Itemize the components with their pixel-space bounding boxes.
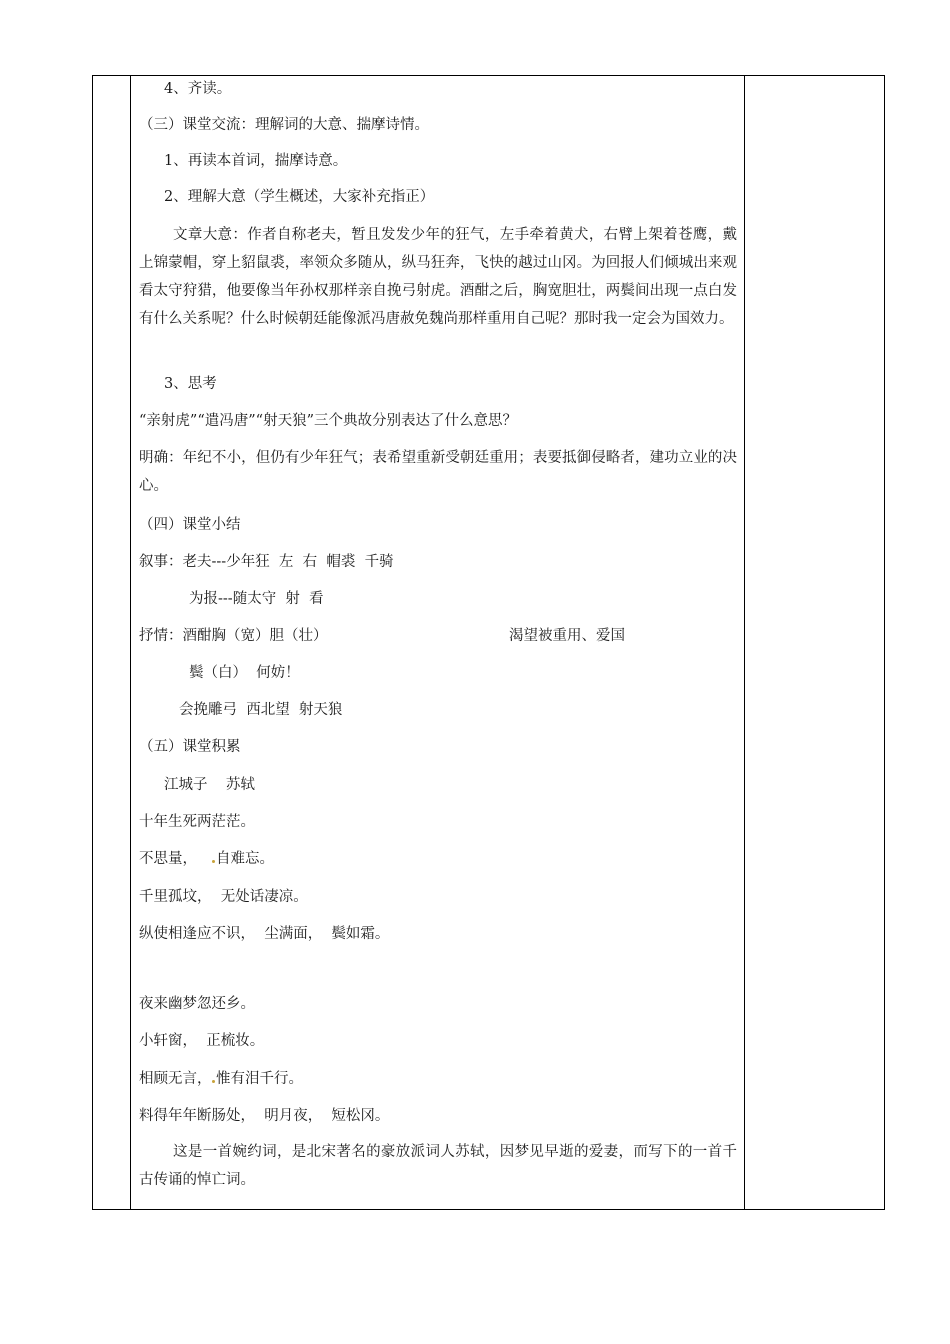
poem-commentary: 这是一首婉约词，是北宋著名的豪放派词人苏轼，因梦见早逝的爱妻，而写下的一首千古传诵的悼亡词。: [139, 1144, 737, 1188]
step-reread: 1、再读本首词，揣摩诗意。: [164, 153, 348, 169]
lesson-table: [92, 75, 885, 1210]
poem-line-8: 料得年年断肠处， 明月夜， 短松冈。: [139, 1108, 390, 1124]
summary-lyrical-3: 会挽雕弓 西北望 射天狼: [179, 702, 343, 718]
answer-paragraph: 明确：年纪不小，但仍有少年狂气；表希望重新受朝廷重用；表要抵御侵略者，建功立业的决心。: [139, 450, 737, 494]
poem-title-author: 江城子 苏轼: [164, 777, 255, 793]
poem-line-5: 夜来幽梦忽还乡。: [139, 996, 255, 1012]
poem-line-3: 千里孤坟， 无处话凄凉。: [139, 889, 308, 905]
summary-lyrical: 抒情：酒酣胸（宽）胆（壮）: [139, 628, 328, 644]
step-read-together: 4、齐读。: [164, 81, 232, 97]
emphasis-dot: [212, 860, 215, 863]
step-understand: 2、理解大意（学生概述，大家补充指正）: [164, 189, 435, 205]
summary-narrative-2: 为报---随太守 射 看: [189, 591, 324, 607]
poem-line-7a: 相顾无言，: [139, 1071, 212, 1087]
section-five-heading: （五）课堂积累: [139, 739, 241, 755]
poem-line-2a: 不思量，: [139, 851, 197, 867]
question-allusions: “亲射虎”“遣冯唐”“射天狼”三个典故分别表达了什么意思？: [139, 413, 517, 429]
poem-line-4: 纵使相逢应不识， 尘满面， 鬓如霜。: [139, 926, 390, 942]
step-think: 3、思考: [164, 376, 217, 392]
summary-lyrical-2: 鬓（白） 何妨！: [189, 665, 300, 681]
emphasis-dot: [212, 1080, 215, 1083]
summary-paragraph: 文章大意：作者自称老夫，暂且发发少年的狂气，左手牵着黄犬，右臂上架着苍鹰，戴上锦蒙帽，穿上貂鼠裘，率领众多随从，纵马狂奔，飞快的越过山冈。为回报人们倾城出来观看太守狩猎，他要像当年孙权那样亲自挽弓射虎。酒酣之后，胸宽胆壮，两鬓间出现一点白发有什么关系呢？什么时候朝廷能像派冯唐赦免魏尚那样重用自己呢？那时我一定会为国效力。: [139, 227, 737, 327]
poem-line-2b: 自难忘。: [211, 846, 274, 872]
table-divider-right: [744, 76, 745, 1209]
table-divider-left: [130, 76, 131, 1209]
summary-lyrical-theme: 渴望被重用、爱国: [509, 628, 625, 644]
summary-narrative: 叙事：老夫---少年狂 左 右 帽裘 千骑: [139, 554, 394, 570]
poem-line-6: 小轩窗， 正梳妆。: [139, 1033, 265, 1049]
section-four-heading: （四）课堂小结: [139, 517, 241, 533]
poem-line-7b: 惟有泪千行。: [211, 1066, 303, 1092]
section-three-heading: （三）课堂交流：理解词的大意、揣摩诗情。: [139, 117, 429, 133]
poem-line-1: 十年生死两茫茫。: [139, 814, 255, 830]
